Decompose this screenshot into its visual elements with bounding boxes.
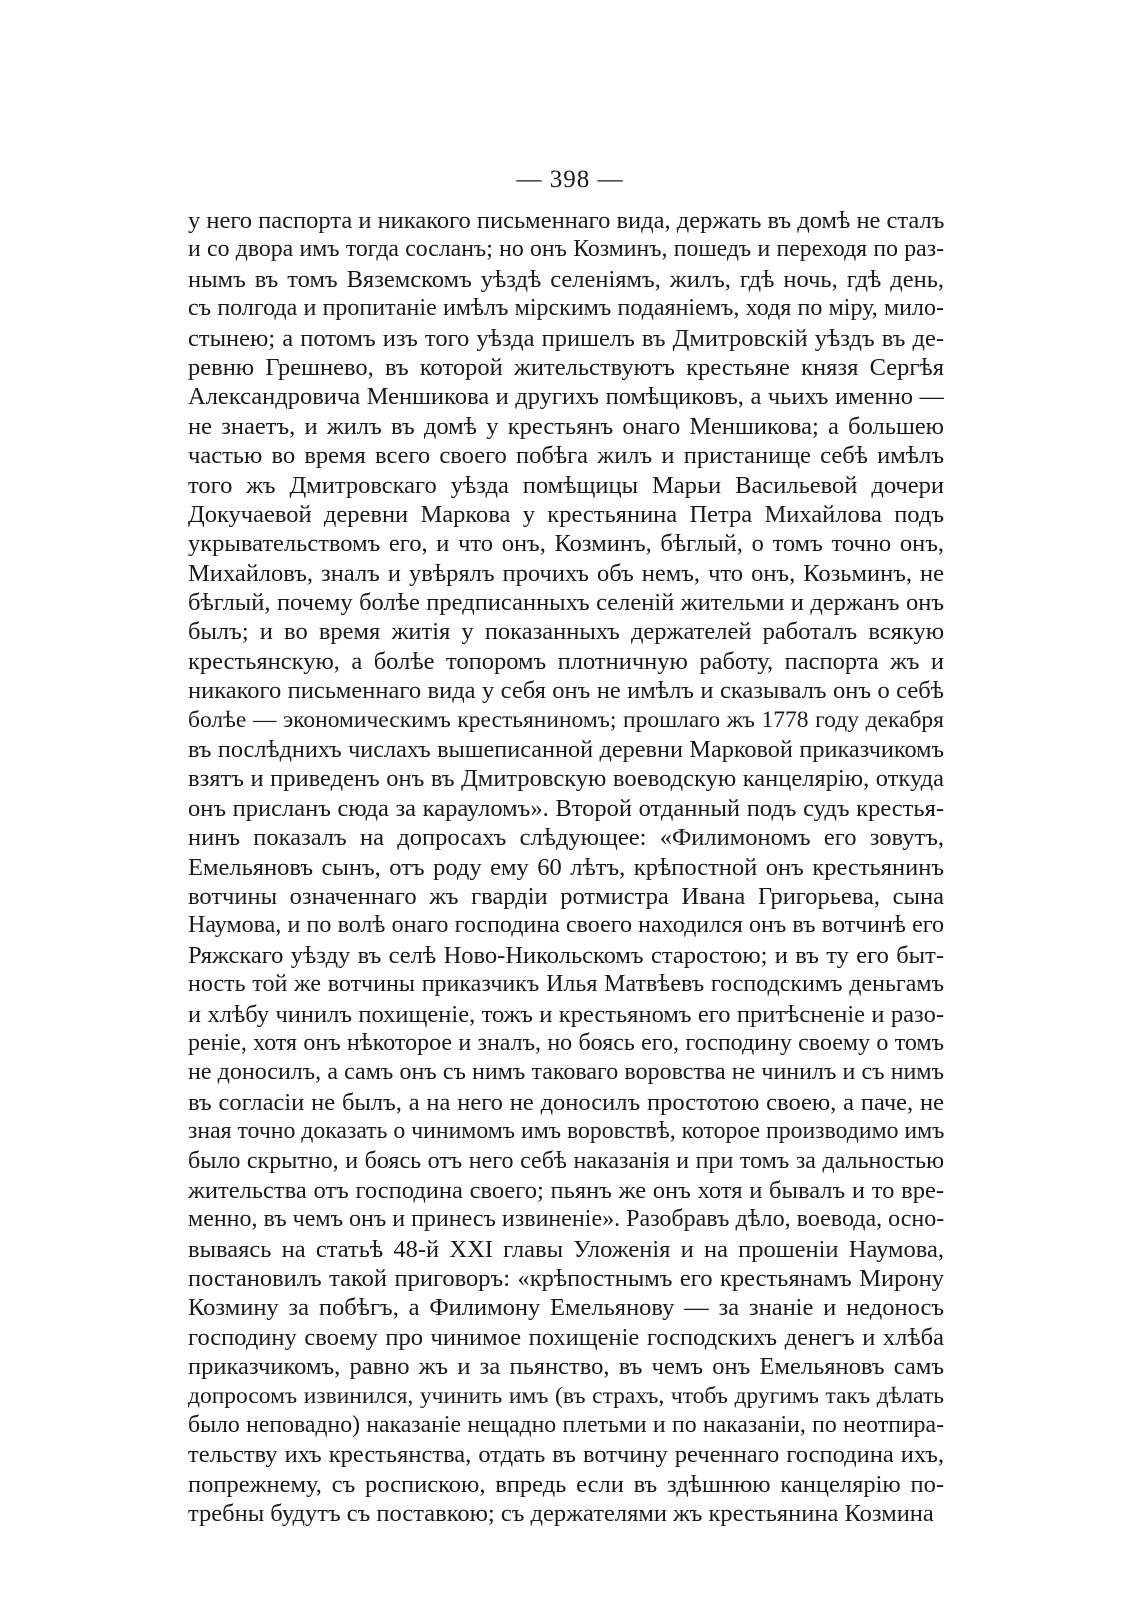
text-line: у него паспорта и никакого письменнаго вида, держать въ домѣ не сталъ	[188, 207, 944, 234]
text-line: онъ присланъ сюда за карауломъ». Второй отданный подъ судъ крестья-	[188, 794, 944, 822]
text-line: бѣглый, почему болѣе предписанныхъ селеній жительми и держанъ онъ	[188, 589, 944, 617]
text-line: Наумова, и по волѣ онаго господина своего находился онъ въ вотчинѣ его	[188, 912, 944, 939]
text-line: ревню Грешнево, въ которой жительствуютъ крестьяне князя Сергѣя	[188, 353, 944, 381]
text-line: болѣе — экономическимъ крестьяниномъ; прошлаго жъ 1778 году декабря	[188, 706, 944, 733]
text-line: никакого письменнаго вида у себя онъ не имѣлъ и сказывалъ онъ о себѣ	[188, 677, 944, 705]
text-line: былъ; и во время житія у показанныхъ держателей работалъ всякую	[188, 618, 944, 646]
text-line: нинъ показалъ на допросахъ слѣдующее: «Филимономъ его зовутъ,	[188, 824, 944, 852]
text-line: стынею; а потомъ изъ того уѣзда пришелъ въ Дмитровскій уѣздъ въ де-	[188, 324, 944, 352]
text-line: ность той же вотчины приказчикъ Илья Матвѣевъ господскимъ деньгамъ	[188, 971, 944, 998]
text-line: частью во время всего своего побѣга жилъ и пристанище себѣ имѣлъ	[188, 442, 944, 470]
text-line: допросомъ извинился, учинить имъ (въ страхъ, чтобъ другимъ такъ дѣлать	[188, 1382, 944, 1409]
text-line: господину своему про чинимое похищеніе господскихъ денегъ и хлѣба	[188, 1323, 944, 1351]
text-line: реніе, хотя онъ нѣкоторое и зналъ, но боясь его, господину своему о томъ	[188, 1029, 944, 1056]
text-line: укрывательствомъ его, и что онъ, Козминъ, бѣглый, о томъ точно онъ,	[188, 530, 944, 558]
text-line: вываясь на статьѣ 48-й XXI главы Уложенія и на прошеніи Наумова,	[188, 1235, 944, 1263]
body-text	[188, 206, 944, 1529]
text-line: Александровича Меншикова и другихъ помѣщиковъ, а чьихъ именно —	[188, 383, 944, 411]
text-line: нымъ въ томъ Вяземскомъ уѣздѣ селеніямъ, жилъ, гдѣ ночь, гдѣ день,	[188, 265, 944, 293]
text-line: не доносилъ, а самъ онъ съ нимъ таковаго воровства не чинилъ и съ нимъ	[188, 1059, 944, 1086]
text-line: тельству ихъ крестьянства, отдать въ вотчину реченнаго господина ихъ,	[188, 1441, 944, 1469]
text-line: было неповадно) наказаніе нещадно плетьми и по наказаніи, по неотпира-	[188, 1412, 944, 1439]
text-line: попрежнему, съ роспискою, впредь если въ здѣшнюю канцелярію по-	[188, 1470, 944, 1498]
text-line: съ полгода и пропитаніе имѣлъ мірскимъ подаяніемъ, ходя по міру, мило-	[188, 295, 944, 322]
text-line: и хлѣбу чинилъ похищеніе, тожъ и крестьяномъ его притѣсненіе и разо-	[188, 1000, 944, 1028]
text-line: и со двора имъ тогда сосланъ; но онъ Козминъ, пошедъ и переходя по раз-	[188, 236, 944, 263]
text-line: менно, въ чемъ онъ и принесъ извиненіе». Разобравъ дѣло, воевода, осно-	[188, 1206, 944, 1233]
text-line: Емельяновъ сынъ, отъ роду ему 60 лѣтъ, крѣпостной онъ крестьянинъ	[188, 853, 944, 881]
text-line: приказчикомъ, равно жъ и за пьянство, въ чемъ онъ Емельяновъ самъ	[188, 1353, 944, 1381]
text-line: требны будутъ съ поставкою; съ держателями жъ крестьянина Козмина	[188, 1500, 934, 1528]
text-line: постановилъ такой приговоръ: «крѣпостнымъ его крестьянамъ Мирону	[188, 1265, 944, 1293]
text-line: Михайловъ, зналъ и увѣрялъ прочихъ объ немъ, что онъ, Козьминъ, не	[188, 559, 944, 587]
text-line: въ послѣднихъ числахъ вышеписанной деревни Марковой приказчикомъ	[188, 736, 944, 764]
page-number: — 398 —	[516, 166, 624, 193]
text-line: Докучаевой деревни Маркова у крестьянина Петра Михайлова подъ	[188, 500, 944, 528]
text-line: взятъ и приведенъ онъ въ Дмитровскую воеводскую канцелярію, откуда	[188, 765, 944, 793]
text-line: Ряжскаго уѣзду въ селѣ Ново-Никольскомъ старостою; и въ ту его быт-	[188, 941, 944, 969]
text-line: вотчины означеннаго жъ гвардіи ротмистра Ивана Григорьева, сына	[188, 882, 944, 910]
text-line: было скрытно, и боясь отъ него себѣ наказанія и при томъ за дальностью	[188, 1147, 944, 1174]
text-line: въ согласіи не былъ, а на него не доносилъ простотою своею, а паче, не	[188, 1088, 944, 1116]
text-line: зная точно доказать о чинимомъ имъ воровствѣ, которое производимо имъ	[188, 1118, 944, 1145]
text-line: крестьянскую, а болѣе топоромъ плотничную работу, паспорта жъ и	[188, 647, 944, 675]
text-line: Козмину за побѣгъ, а Филимону Емельянову — за знаніе и недоносъ	[188, 1294, 944, 1322]
text-line: жительства отъ господина своего; пьянъ же онъ хотя и бывалъ и то вре-	[188, 1176, 944, 1204]
text-line: не знаетъ, и жилъ въ домѣ у крестьянъ онаго Меншикова; а большею	[188, 412, 944, 440]
text-line: того жъ Дмитровскаго уѣзда помѣщицы Марьи Васильевой дочери	[188, 471, 944, 499]
